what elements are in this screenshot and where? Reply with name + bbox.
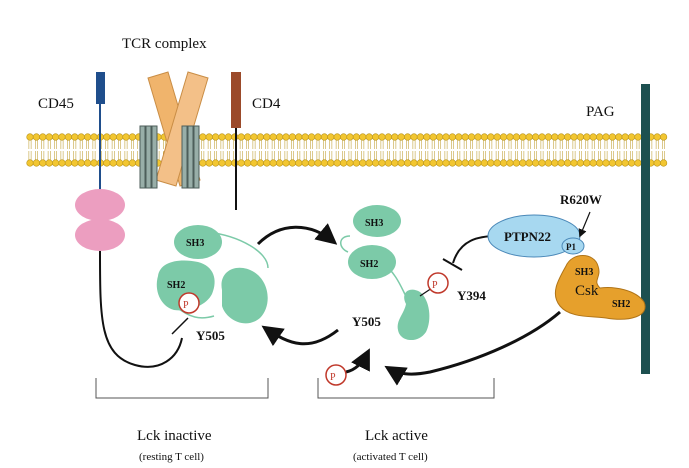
- lipid-head: [494, 160, 501, 167]
- lipid-head: [635, 134, 642, 141]
- lipid-head: [552, 134, 559, 141]
- lipid-head: [296, 160, 303, 167]
- lipid-head: [52, 160, 59, 167]
- lipid-head: [628, 160, 635, 167]
- lipid-head: [315, 160, 322, 167]
- cd4-label: CD4: [252, 96, 281, 112]
- lipid-head: [609, 160, 616, 167]
- lipid-head: [296, 134, 303, 141]
- phospho-y505-inactive: [179, 293, 199, 313]
- pag-transmembrane: [641, 84, 650, 374]
- lipid-head: [628, 134, 635, 141]
- csk-sh3-label: SH3: [575, 267, 594, 278]
- lipid-head: [65, 134, 72, 141]
- lipid-head: [571, 160, 578, 167]
- lipid-head: [225, 160, 232, 167]
- lipid-head: [507, 134, 514, 141]
- lipid-head: [308, 134, 315, 141]
- lck-active-linker-top: [341, 236, 350, 252]
- cd3-chain-4: [182, 126, 187, 188]
- cd4-extracellular-domain: [231, 72, 241, 128]
- lipid-head: [616, 134, 623, 141]
- lipid-head: [635, 160, 642, 167]
- lipid-head: [110, 134, 117, 141]
- lipid-head: [430, 160, 437, 167]
- lipid-head: [27, 160, 34, 167]
- lipid-head: [443, 160, 450, 167]
- csk-domain: [555, 256, 645, 320]
- lipid-head: [366, 160, 373, 167]
- lipid-head: [584, 134, 591, 141]
- lipid-head: [200, 134, 207, 141]
- lipid-head: [404, 160, 411, 167]
- lipid-head: [488, 134, 495, 141]
- lipid-head: [552, 160, 559, 167]
- lipid-head: [328, 134, 335, 141]
- lipid-head: [532, 160, 539, 167]
- lipid-head: [481, 134, 488, 141]
- lipid-head: [456, 160, 463, 167]
- lipid-head: [78, 160, 85, 167]
- phospho-y394: [428, 273, 448, 293]
- lck-active-caption: Lck active: [365, 428, 428, 444]
- lipid-head: [436, 134, 443, 141]
- lipid-head: [379, 160, 386, 167]
- lipid-head: [494, 134, 501, 141]
- lipid-head: [424, 134, 431, 141]
- lipid-head: [577, 134, 584, 141]
- lipid-head: [609, 134, 616, 141]
- lipid-head: [33, 160, 40, 167]
- lipid-head: [302, 160, 309, 167]
- lipid-head: [104, 160, 111, 167]
- cd45-phosphatase-domain-1: [75, 189, 125, 221]
- lipid-head: [545, 134, 552, 141]
- y394-label: Y394: [457, 288, 486, 303]
- lipid-head: [417, 160, 424, 167]
- lipid-head: [321, 134, 328, 141]
- lipid-head: [347, 134, 354, 141]
- lipid-head: [251, 160, 258, 167]
- lipid-head: [398, 160, 405, 167]
- lipid-head: [276, 134, 283, 141]
- lipid-head: [129, 160, 136, 167]
- lipid-head: [520, 134, 527, 141]
- lipid-head: [289, 160, 296, 167]
- lipid-head: [206, 134, 213, 141]
- lipid-head: [219, 160, 226, 167]
- lipid-head: [360, 134, 367, 141]
- cd45-extracellular-domain: [96, 72, 105, 104]
- lipid-head: [340, 160, 347, 167]
- lipid-head: [392, 134, 399, 141]
- lipid-head: [129, 134, 136, 141]
- lipid-head: [315, 134, 322, 141]
- r620w-label: R620W: [560, 192, 602, 207]
- ptpn22-label: PTPN22: [504, 229, 551, 244]
- lipid-head: [449, 160, 456, 167]
- tcr-complex: [140, 72, 208, 188]
- lipid-head: [449, 134, 456, 141]
- lipid-head: [59, 134, 66, 141]
- lipid-head: [84, 134, 91, 141]
- lipid-head: [72, 134, 79, 141]
- lipid-head: [424, 160, 431, 167]
- phosphate-arrow: [346, 352, 368, 372]
- lipid-head: [238, 160, 245, 167]
- lipid-head: [116, 134, 123, 141]
- lipid-head: [46, 134, 53, 141]
- lipid-head: [430, 134, 437, 141]
- lipid-head: [46, 160, 53, 167]
- y505-active-label: Y505: [352, 314, 381, 329]
- lipid-head: [468, 134, 475, 141]
- lipid-head: [468, 160, 475, 167]
- lipid-head: [110, 160, 117, 167]
- lck-inactive-sh2-label: SH2: [167, 280, 186, 291]
- lipid-head: [366, 134, 373, 141]
- lipid-head: [475, 134, 482, 141]
- csk-label: Csk: [575, 283, 599, 299]
- lipid-head: [72, 160, 79, 167]
- lipid-head: [392, 160, 399, 167]
- cd3-chain-1: [140, 126, 145, 188]
- lipid-head: [232, 160, 239, 167]
- lipid-head: [270, 134, 277, 141]
- cd3-chain-5: [188, 126, 193, 188]
- lck-inactive-sh3-label: SH3: [186, 238, 205, 249]
- lipid-head: [340, 134, 347, 141]
- phospho-y394-label: P: [432, 280, 438, 291]
- lipid-head: [507, 160, 514, 167]
- lipid-head: [558, 160, 565, 167]
- cd45-label: CD45: [38, 96, 74, 112]
- cd45-phosphatase-domain-2: [75, 219, 125, 251]
- cd3-chain-3: [152, 126, 157, 188]
- lipid-head: [264, 134, 271, 141]
- lipid-head: [33, 134, 40, 141]
- lipid-head: [660, 160, 667, 167]
- lipid-head: [40, 160, 47, 167]
- lipid-head: [622, 134, 629, 141]
- lipid-head: [596, 160, 603, 167]
- lipid-head: [481, 160, 488, 167]
- lipid-head: [84, 160, 91, 167]
- lipid-head: [276, 160, 283, 167]
- lipid-head: [590, 134, 597, 141]
- lipid-head: [520, 160, 527, 167]
- lipid-head: [251, 134, 258, 141]
- lipid-head: [564, 160, 571, 167]
- lipid-head: [590, 160, 597, 167]
- lipid-head: [65, 160, 72, 167]
- lipid-head: [212, 160, 219, 167]
- y505-inhibition-line: [172, 318, 188, 334]
- lipid-head: [532, 134, 539, 141]
- lipid-head: [302, 134, 309, 141]
- lipid-head: [289, 134, 296, 141]
- lipid-head: [308, 160, 315, 167]
- lck-inactive-caption: Lck inactive: [137, 428, 212, 444]
- lipid-head: [257, 160, 264, 167]
- phospho-y505-inactive-label: P: [183, 300, 189, 311]
- lipid-head: [558, 134, 565, 141]
- lck-active-subcaption: (activated T cell): [353, 451, 428, 463]
- lipid-head: [283, 134, 290, 141]
- lipid-head: [513, 160, 520, 167]
- lck-active-sh2-label: SH2: [360, 259, 379, 270]
- lipid-head: [603, 160, 610, 167]
- lipid-head: [232, 134, 239, 141]
- lipid-head: [411, 160, 418, 167]
- lipid-head: [372, 160, 379, 167]
- lipid-head: [526, 160, 533, 167]
- lipid-head: [654, 134, 661, 141]
- lipid-head: [283, 160, 290, 167]
- lipid-head: [372, 134, 379, 141]
- cd3-chain-6: [194, 126, 199, 188]
- lck-active-sh3-label: SH3: [365, 218, 384, 229]
- lipid-head: [200, 160, 207, 167]
- lipid-head: [616, 160, 623, 167]
- cd4-coreceptor: [231, 72, 241, 210]
- lipid-head: [347, 160, 354, 167]
- lipid-head: [360, 160, 367, 167]
- lipid-head: [91, 160, 98, 167]
- lipid-head: [104, 134, 111, 141]
- tcr-complex-label: TCR complex: [122, 36, 207, 52]
- lipid-head: [545, 160, 552, 167]
- lipid-head: [564, 134, 571, 141]
- lipid-head: [78, 134, 85, 141]
- activation-arrow: [258, 227, 334, 244]
- lck-active-kinase-domain: [398, 290, 430, 340]
- lipid-head: [571, 134, 578, 141]
- lipid-head: [539, 160, 546, 167]
- lipid-head: [404, 134, 411, 141]
- lipid-head: [40, 134, 47, 141]
- lck-inactive-kinase-domain: [221, 268, 267, 324]
- lipid-head: [52, 134, 59, 141]
- lipid-head: [654, 160, 661, 167]
- lipid-head: [353, 134, 360, 141]
- lck-inactive-subcaption: (resting T cell): [139, 451, 204, 463]
- lipid-head: [411, 134, 418, 141]
- lipid-head: [91, 134, 98, 141]
- lipid-head: [436, 160, 443, 167]
- lipid-head: [488, 160, 495, 167]
- lipid-head: [334, 160, 341, 167]
- pag-label: PAG: [586, 104, 615, 120]
- lipid-head: [123, 134, 130, 141]
- lipid-head: [443, 134, 450, 141]
- lipid-head: [244, 134, 251, 141]
- lipid-head: [116, 160, 123, 167]
- ptpn22-inhibition-bar: [443, 259, 462, 270]
- lipid-head: [270, 160, 277, 167]
- lipid-head: [225, 134, 232, 141]
- lipid-head: [577, 160, 584, 167]
- lipid-head: [584, 160, 591, 167]
- p1-label: P1: [566, 242, 576, 252]
- y505-inactive-label: Y505: [196, 328, 225, 343]
- cell-membrane: [27, 134, 667, 167]
- inactivation-arrow: [265, 328, 338, 344]
- lipid-head: [257, 134, 264, 141]
- lipid-head: [334, 134, 341, 141]
- lipid-head: [321, 160, 328, 167]
- lipid-head: [123, 160, 130, 167]
- lipid-head: [238, 134, 245, 141]
- lipid-head: [539, 134, 546, 141]
- lipid-head: [513, 134, 520, 141]
- lipid-head: [398, 134, 405, 141]
- lipid-head: [385, 134, 392, 141]
- lipid-head: [212, 134, 219, 141]
- lipid-head: [353, 160, 360, 167]
- lipid-head: [456, 134, 463, 141]
- lipid-head: [596, 134, 603, 141]
- lipid-head: [462, 134, 469, 141]
- lipid-head: [622, 160, 629, 167]
- lipid-head: [206, 160, 213, 167]
- inactive-bracket: [96, 378, 268, 398]
- lipid-head: [59, 160, 66, 167]
- cd3-chain-2: [146, 126, 151, 188]
- lipid-head: [462, 160, 469, 167]
- lipid-head: [264, 160, 271, 167]
- lipid-head: [328, 160, 335, 167]
- free-phosphate: [326, 365, 346, 385]
- lipid-head: [603, 134, 610, 141]
- lipid-head: [27, 134, 34, 141]
- r620w-arrow: [580, 212, 590, 236]
- lipid-head: [219, 134, 226, 141]
- lipid-head: [417, 134, 424, 141]
- lipid-head: [244, 160, 251, 167]
- free-phosphate-label: P: [330, 372, 336, 383]
- lipid-head: [526, 134, 533, 141]
- lipid-head: [475, 160, 482, 167]
- lipid-head: [379, 134, 386, 141]
- lipid-head: [500, 160, 507, 167]
- csk-sh2-label: SH2: [612, 299, 631, 310]
- lipid-head: [660, 134, 667, 141]
- lipid-head: [500, 134, 507, 141]
- lipid-head: [385, 160, 392, 167]
- pag-adaptor: [641, 84, 650, 374]
